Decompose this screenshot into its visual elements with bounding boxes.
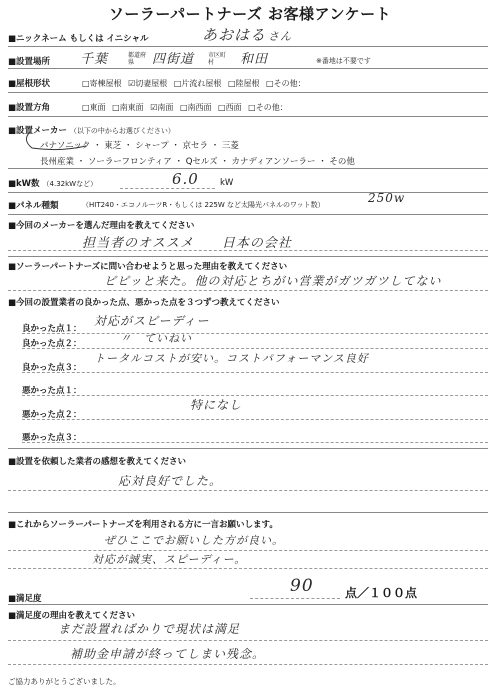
- location-pref-label: 都道府県: [128, 52, 147, 66]
- nickname-underline: [8, 46, 488, 47]
- impression-line: [8, 490, 488, 491]
- location-city: 四街道: [152, 52, 195, 67]
- satisfaction-suffix: 点／１００点: [345, 586, 418, 600]
- location-label: ■設置場所: [8, 57, 51, 67]
- direction-option[interactable]: □南東面: [112, 103, 144, 112]
- satisfaction-reason-line1: まだ設置ればかりで現状は満足: [58, 622, 241, 636]
- direction-options: [82, 102, 292, 113]
- direction-underline: [8, 116, 488, 117]
- kw-hint: （4.32kWなど）: [42, 180, 98, 188]
- location-note: ※番地は不要です: [316, 57, 371, 65]
- good3-line: [22, 372, 488, 373]
- satisfaction-reason-label: ■満足度の理由を教えてください: [8, 611, 136, 621]
- contact-reason-answer: ピピッと来た。他の対応とちがい営業がガツガツしてない: [104, 274, 442, 288]
- satisfaction-reason-rule2: [8, 664, 488, 665]
- bad2-line: [22, 419, 488, 420]
- bad1-label: 悪かった点１：: [22, 386, 82, 396]
- page-title: ソーラーパートナーズ お客様アンケート: [108, 5, 392, 23]
- satisfaction-score: 90: [290, 576, 314, 596]
- roof-option[interactable]: □寄棟屋根: [82, 79, 122, 88]
- contact-reason-line: [8, 290, 488, 291]
- nickname-label: ■ニックネーム もしくは イニシャル: [8, 34, 149, 44]
- maker-reason-line: [8, 250, 488, 251]
- roof-option[interactable]: □片流れ屋根: [173, 79, 222, 88]
- panel-label: ■パネル種類: [8, 201, 59, 211]
- maker-label-text: ■設置メーカー: [8, 126, 67, 136]
- bad2-label: 悪かった点２：: [22, 410, 82, 420]
- panel-hint: （HIT240・エコノルーツR・もしくは 225W など太陽光パネルのワット数）: [82, 201, 325, 209]
- kw-underline: [8, 192, 488, 193]
- direction-option[interactable]: □東面: [82, 103, 106, 112]
- kw-input-line: [120, 188, 215, 189]
- impression-label: ■設置を依頼した業者の感想を教えてください: [8, 457, 187, 467]
- bad2-answer: 特になし: [190, 398, 243, 412]
- good1-line: [22, 333, 488, 334]
- message-rule1: [8, 550, 488, 551]
- good3-label: 良かった点３：: [22, 363, 82, 373]
- kw-label: [8, 177, 97, 189]
- roof-label: ■屋根形状: [8, 79, 51, 89]
- good1-answer: 対応がスピーディー: [94, 314, 210, 328]
- direction-option[interactable]: □西面: [218, 103, 242, 112]
- panel-value: 250w: [368, 191, 406, 205]
- maker-reason-underline: [8, 256, 488, 257]
- bad1-line: [22, 395, 488, 396]
- direction-label: ■設置方角: [8, 103, 51, 113]
- message-rule2: [8, 568, 488, 569]
- kw-value: 6.0: [172, 170, 199, 188]
- location-town: 和田: [240, 52, 269, 67]
- good2-line: [22, 348, 488, 349]
- nickname-value: あおはる: [202, 26, 267, 44]
- bad3-label: 悪かった点３：: [22, 433, 82, 443]
- location-underline: [8, 68, 488, 69]
- message-line2: 対応が誠実、スピーディー。: [92, 553, 247, 566]
- good-bad-underline: [8, 448, 488, 449]
- maker-list-line1: パナソニック ・ 東芝 ・ シャープ ・ 京セラ ・ 三菱: [40, 141, 239, 151]
- satisfaction-underline: [8, 604, 488, 605]
- impression-underline: [8, 512, 488, 513]
- good2-label: 良かった点２：: [22, 339, 82, 349]
- good-bad-label: ■今回の設置業者の良かった点、悪かった点を３つずつ教えてください: [8, 298, 280, 308]
- roof-options: [82, 78, 310, 89]
- location-city-label: 市区町村: [208, 52, 227, 66]
- good1-label: 良かった点１：: [22, 324, 82, 334]
- direction-option[interactable]: □その他：: [248, 103, 288, 112]
- impression-answer: 応対良好でした。: [118, 474, 223, 488]
- maker-reason-label: ■今回のメーカーを選んだ理由を教えてください: [8, 221, 195, 231]
- kw-unit: kW: [220, 178, 234, 188]
- maker-underline: [8, 168, 488, 169]
- good3-answer: トータルコストが安い。コストパフォーマンス良好: [94, 352, 369, 365]
- satisfaction-input-line: [250, 598, 340, 599]
- good2-answer: 〃 ていねい: [120, 332, 192, 345]
- message-line1: ぜひここでお願いした方が良い。: [104, 534, 284, 547]
- bad3-line: [22, 442, 488, 443]
- satisfaction-label: ■満足度: [8, 594, 42, 604]
- direction-option[interactable]: ☑南面: [150, 103, 174, 112]
- satisfaction-reason-rule1: [8, 640, 488, 641]
- nickname-suffix: さん: [268, 30, 292, 43]
- roof-option[interactable]: □陸屋根: [227, 79, 260, 88]
- satisfaction-reason-line2: 補助金申請が終ってしまい残念。: [70, 647, 266, 661]
- contact-reason-label: ■ソーラーパートナーズに問い合わせようと思った理由を教えてください: [8, 262, 288, 272]
- direction-option[interactable]: □南西面: [179, 103, 212, 112]
- location-prefecture: 千葉: [80, 52, 109, 67]
- message-label: ■これからソーラーパートナーズを利用される方に一言お願いします。: [8, 520, 278, 530]
- roof-option[interactable]: □その他：: [266, 79, 306, 88]
- roof-underline: [8, 92, 488, 93]
- footer-thanks: ご協力ありがとうございました。: [8, 677, 121, 686]
- maker-reason-answer: 担当者のオススメ 日本の会社: [82, 236, 292, 251]
- maker-hint: （以下の中からお選びください）: [69, 127, 175, 135]
- panel-underline: [8, 214, 488, 215]
- kw-label-text: ■kW数: [8, 179, 40, 189]
- maker-list-line2: 長州産業 ・ ソーラーフロンティア ・ Qセルズ ・ カナディアンソーラー ・ その他: [40, 157, 355, 167]
- roof-option[interactable]: ☑切妻屋根: [128, 79, 168, 88]
